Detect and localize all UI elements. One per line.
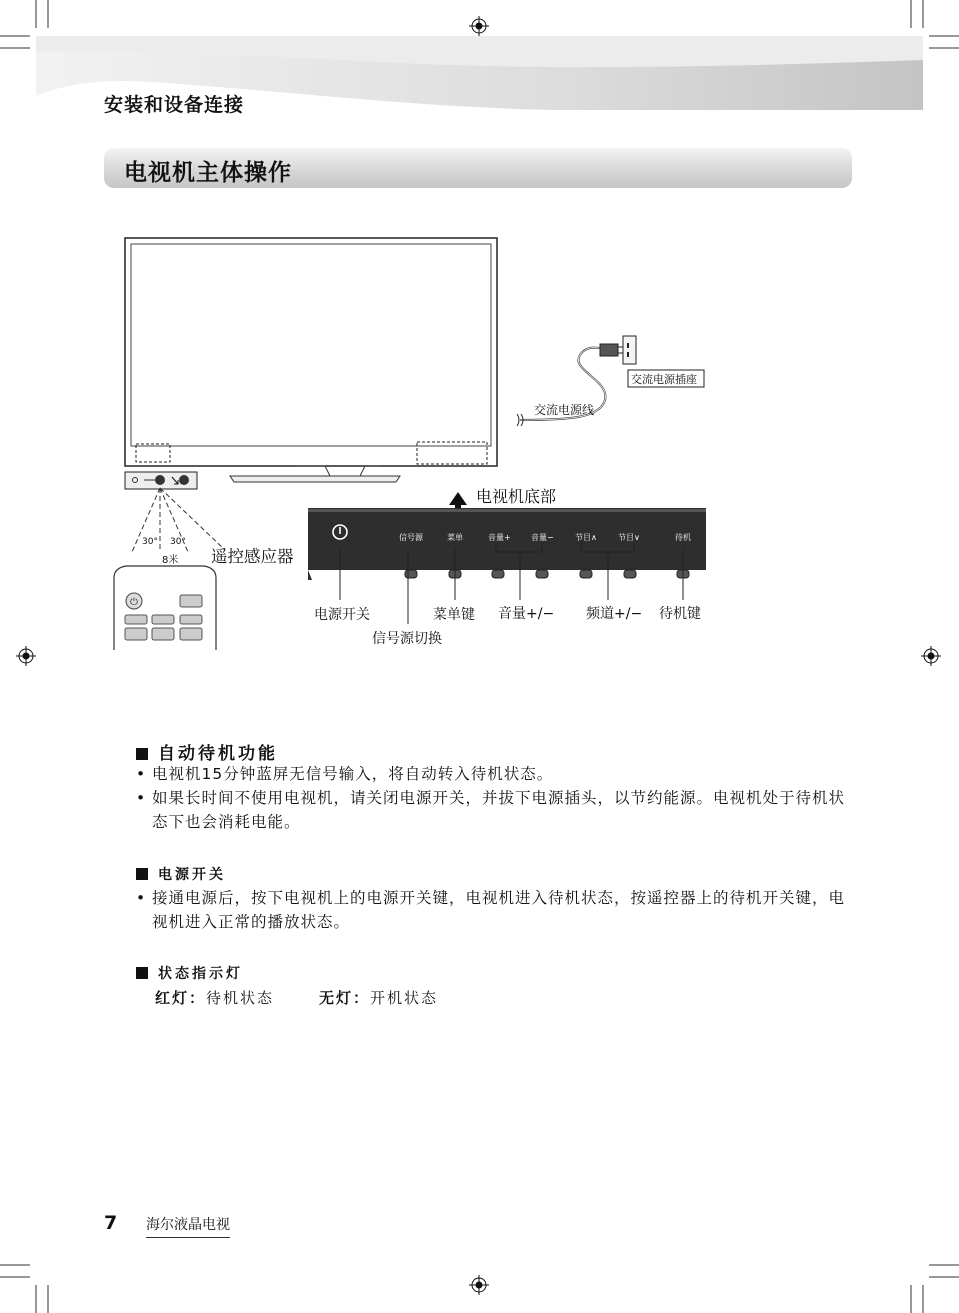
callout-volume: 音量+/− [498,606,555,622]
tv-diagram [100,230,720,650]
page-title: 电视机主体操作 [124,160,292,186]
bullet-square-icon [136,967,148,979]
callout-menu: 菜单键 [433,607,475,623]
callout-source: 信号源切换 [372,631,442,647]
panel-button-label: 节目∧ [575,533,597,542]
svg-text:⏻: ⏻ [130,597,138,608]
callout-channel: 频道+/− [586,606,643,622]
ac-outlet-icon [623,336,636,364]
status-red: 红灯：待机状态 [155,989,275,1007]
ac-outlet-label: 交流电源插座 [631,373,697,386]
page-title-bar [104,148,852,188]
callout-standby: 待机键 [659,606,701,622]
panel-button-label: 待机 [675,533,691,542]
page-number: 7 [104,1212,118,1234]
panel-button-label: 音量+ [488,533,511,542]
angle-left-label: 30° [142,537,158,547]
footer-brand: 海尔液晶电视 [146,1214,230,1238]
angle-right-label: 30° [170,537,186,547]
tv-bottom-panel [308,508,706,580]
bullet-square-icon [136,868,148,880]
tv-bottom-label: 电视机底部 [476,487,557,506]
panel-button-label: 音量− [531,533,554,542]
sensor-label: 遥控感应器 [211,547,294,566]
ac-cord-label: 交流电源线 [534,403,595,417]
bullet-square-icon [136,748,148,760]
panel-button-label: 信号源 [399,533,423,542]
section-title: 安装和设备连接 [104,94,245,116]
panel-button-label: 节目∨ [618,533,640,542]
status-light-heading: 状态指示灯 [136,963,243,983]
auto-standby-heading: 自动待机功能 [136,739,278,764]
panel-button-label: 菜单 [447,533,463,542]
callout-power: 电源开关 [314,607,370,623]
tv-stand [295,466,380,476]
status-none: 无灯：开机状态 [319,989,439,1007]
distance-label: 8米 [162,555,179,566]
power-switch-heading: 电源开关 [136,864,226,884]
